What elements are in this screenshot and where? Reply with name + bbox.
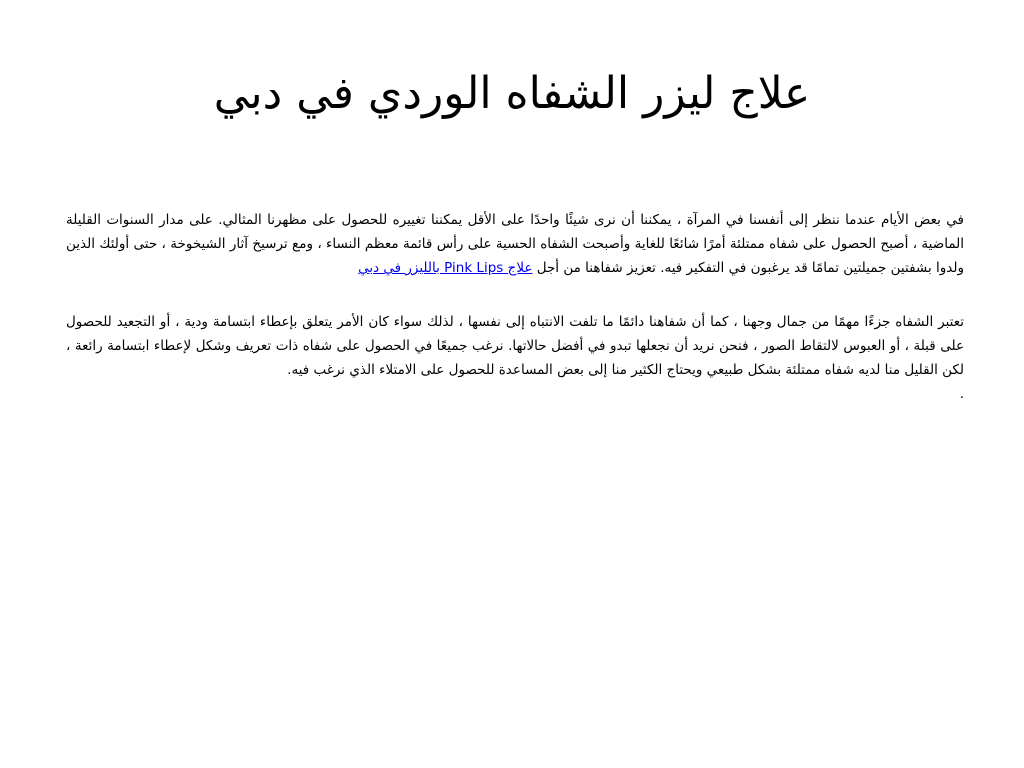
- slide-body: [66, 208, 964, 406]
- paragraph-lips-importance: تعتبر الشفاه جزءًا مهمًا من جمال وجهنا ، كما أن شفاهنا دائمًا ما تلفت الانتباه إلى نفسها ، لذلك سواء كان الأمر يتعلق بإعطاء ابتسامة ودية ، أو التجعيد للحصول على قبلة ، أو العبوس لالتقاط الصور ، فنحن نريد أن نجعلها تبدو في أفضل حالاتها. نرغب جميعًا في الحصول على شفاه ذات تعريف وشكل لإعطاء ابتسامة رائعة ، لكن القليل منا لديه شفاه ممتلئة بشكل طبيعي ويحتاج الكثير منا إلى بعض المساعدة للحصول على الامتلاء الذي نرغب فيه.: [66, 314, 964, 378]
- link-text-end: بالليزر في دبي: [358, 260, 445, 276]
- slide-title: علاج ليزر الشفاه الوردي في دبي: [213, 68, 811, 119]
- paragraph-intro: [66, 208, 964, 280]
- pink-lips-laser-link[interactable]: [358, 260, 532, 276]
- link-text-start: علاج: [503, 260, 533, 276]
- link-text-latin: Pink Lips: [444, 260, 504, 276]
- trailing-dot: .: [959, 386, 964, 402]
- paragraph-intro-text: في بعض الأيام عندما ننظر إلى أنفسنا في المرآة ، يمكننا أن نرى شيئًا واحدًا على الأقل يمكننا تغييره للحصول على مظهرنا المثالي. على مدار السنوات القليلة الماضية ، أصبح الحصول على شفاه ممتلئة أمرًا شائعًا للغاية وأصبحت الشفاه الحسية على رأس قائمة معظم النساء ، ومع ترسيخ آثار الشيخوخة ، حتى أولئك الذين ولدوا بشفتين جميلتين تمامًا قد يرغبون في التفكير فيه. تعزيز شفاهنا من أجل: [66, 212, 964, 276]
